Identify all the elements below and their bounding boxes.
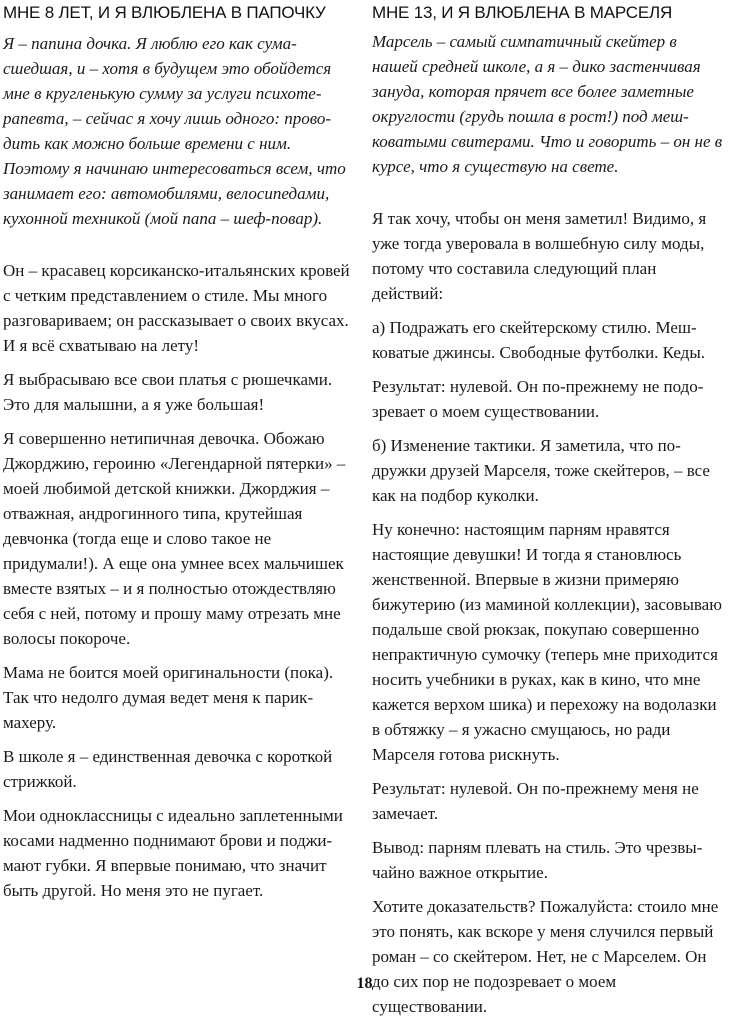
left-paragraph-3: Я совершенно нетипичная девочка. Обожаю Джорджию, героиню «Легендарной пятерки» – моей любимой детской книжки. Джорджия – отважная, андрогинного типа, крутейшая девчонка (тогда еще и слово такое не придумали!). А еще она умнее всех мальчишек вместе взятых – и я полностью отождествляю себя с ней, потому и прошу маму отрезать мне волосы покороче.	[3, 429, 346, 648]
right-paragraph-8: Хотите доказательств? Пожалуйста: стоило мне это понять, как вскоре у меня случился первый роман – со скейтером. Нет, не с Марселем. Он до сих пор не подозревает о моем существовании.	[372, 897, 719, 1016]
left-paragraph-2: Я выбрасываю все свои платья с рюшечками. Это для малышни, а я уже большая!	[3, 370, 333, 414]
left-paragraph-6: Мои одноклассницы с идеально заплетенными косами надменно поднимают брови и поджимают губки. Я впервые понимаю, что значит быть другой. Но меня это не пугает.	[3, 806, 343, 900]
left-column	[3, 0, 357, 903]
right-column	[372, 0, 724, 1019]
left-section-text	[3, 31, 357, 903]
right-lead-paragraph: Марсель – самый симпатичный скейтер в нашей средней школе, а я – дико застенчивая зануда, которая прячет все более заметные округлости (грудь пошла в рост!) под мешковатыми свитерами. Что и говорить – он не в курсе, что я существую на свете.	[372, 32, 723, 176]
right-paragraph-1: Я так хочу, чтобы он меня заметил! Видимо, я уже тогда уверовала в волшебную силу моды, потому что составила следующий план действий:	[372, 209, 707, 303]
right-section-text	[372, 29, 724, 1019]
right-paragraph-3: Результат: нулевой. Он по-прежнему не подозревает о моем существовании.	[372, 377, 704, 421]
left-paragraph-5: В школе я – единственная девочка с короткой стрижкой.	[3, 747, 333, 791]
right-paragraph-7: Вывод: парням плевать на стиль. Это чрезвычайно важное открытие.	[372, 838, 703, 882]
right-paragraph-4: б) Изменение тактики. Я заметила, что подружки друзей Марселя, тоже скейтеров, – все как на подбор куколки.	[372, 436, 710, 505]
right-paragraph-2: а) Подражать его скейтерскому стилю. Мешковатые джинсы. Свободные футболки. Кеды.	[372, 318, 706, 362]
page-number: 18	[356, 975, 373, 992]
left-paragraph-4: Мама не боится моей оригинальности (пока). Так что недолго думая ведет меня к парикмахеру.	[3, 663, 334, 732]
left-paragraph-1: Он – красавец корсиканско-итальянских кровей с четким представлением о стиле. Мы много разговариваем; он рассказывает о своих вкусах. И я всё схватываю на лету!	[3, 261, 350, 355]
right-paragraph-6: Результат: нулевой. Он по-прежнему меня не замечает.	[372, 779, 699, 823]
left-lead-paragraph: Я – папина дочка. Я люблю его как сумасшедшая, и – хотя в будущем это обойдется мне в кругленькую сумму за услуги психотерапевта, – сейчас я хочу лишь одного: проводить как можно больше времени с ним. Поэтому я начинаю интересоваться всем, что занимает его: автомобилями, велосипедами, кухонной техникой (мой папа – шеф-повар).	[3, 34, 346, 228]
right-paragraph-5: Ну конечно: настоящим парням нравятся настоящие девушки! И тогда я становлюсь женственной. Впервые в жизни примеряю бижутерию (из маминой коллекции), засовываю подальше свой рюкзак, покупаю совершенно непрактичную сумочку (теперь мне приходится носить учебники в руках, как в кино, что мне кажется верхом шика) и перехожу на водолазки в обтяжку – я ужасно смущаюсь, но ради Марселя готова рискнуть.	[372, 520, 722, 764]
left-section-heading: МНЕ 8 ЛЕТ, И Я ВЛЮБЛЕНА В ПАПОЧКУ	[3, 3, 326, 22]
right-section-heading: МНЕ 13, И Я ВЛЮБЛЕНА В МАРСЕЛЯ	[372, 3, 673, 22]
